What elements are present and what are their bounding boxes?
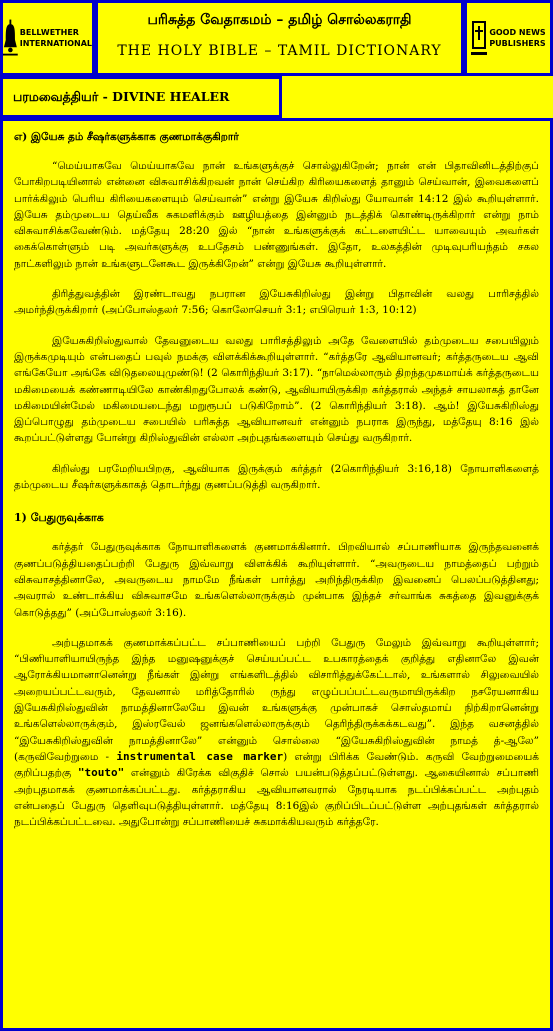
publisher-left-line2: INTERNATIONAL (19, 39, 92, 48)
paragraph: கிறிஸ்து பரமேறியபிறகு, ஆவியாக இருக்கும் கர்த்தர் (2கொரிந்தியர் 3:16,18) நோயாளிகளைத் தம்முடைய சீஷர்களுக்காகத் தொடர்ந்து குணப்படுத்தி வருகிறார். (14, 462, 539, 492)
publisher-right-line2: PUBLISHERS (489, 39, 546, 48)
paragraph: திரித்துவத்தின் இரண்டாவது நபரான இயேசுகிறிஸ்து இன்று பிதாவின் வலது பாரிசத்தில் அமர்ந்திருக்கிறார் (அப்போஸ்தலர் 7:56; கொலோசெயர் 3:1; எபிரெயர் 1:3, 10:12) (14, 288, 539, 317)
paragraph: “மெய்யாகவே மெய்யாகவே நான் உங்களுக்குச் சொல்லுகிறேன்; நான் என் பிதாவினிடத்திற்குப் போகிறபடியினால் என்னை விசுவாசிக்கிறவன் நான் செய்கிற கிரியைகளைத் தானும் செய்வான், இவைகளைப் பார்க்கிலும் பெரிய கிரியைகளையும் செய்வான்” என்று இயேசு கிறிஸ்து யோவான் 14:12 இல் கூறியுள்ளார். இயேசு தம்முடைய தெய்வீக சுகமளிக்கும் ஊழியத்தை இன்னும் நடத்திக் கொண்டிருக்கிறார் என்று நாம் விசுவாசிக்கவேண்டும். மத்தேயு 28:20 இல் “நான் உங்களுக்குக் கட்டளையிட்ட யாவையும் அவர்கள் கைக்கொள்ளும் படி அவர்களுக்கு உபதேசம் பண்ணுங்கள். இதோ, உலகத்தின் முடிவுபரியந்தம் சகல நாட்களிலும் நான் உங்களுடனேகூட இருக்கிறேன்” என்று இயேசு கூறியுள்ளார். (14, 160, 539, 270)
bellwether-bell-icon (3, 18, 18, 58)
publisher-right-line1: GOOD NEWS (489, 28, 546, 37)
publisher-name-right (489, 27, 545, 49)
topic-label: பரமவைத்தியர் - DIVINE HEALER (13, 89, 230, 104)
title-english: THE HOLY BIBLE – TAMIL DICTIONARY (117, 43, 442, 59)
paragraph-text: என்னும் கிரேக்க விகுதிச் சொல் பயன்படுத்தப்பட்டுள்ளது. ஆகையினால் சப்பாணி அற்புதமாகக் குணமாக்கப்பட்டது. கர்த்தராகிய ஆவியானவரால் நேரடியாக நடப்பிக்கப்பட்ட அற்புதம் என்பதைப் பேதுரு தெளிவுபடுத்தியுள்ளார். மத்தேயு 8:16இல் குறிப்பிடப்பட்டுள்ள அற்புதங்கள் கர்த்தரால் நடப்பிக்கப்பட்டவை. அதுபோன்று சப்பாணியைச் சுகமாக்கியவரும் கர்த்தரே. (14, 767, 539, 829)
good-news-book-icon (471, 18, 487, 58)
paragraph-text: ) என்று பிரிக்க வேண்டும். கருவி வேற்றுமையைக் குறிப்பதற்கு (14, 750, 539, 780)
publisher-name-left (20, 27, 92, 49)
topic-box (0, 76, 282, 118)
emphasis-term: instrumental case marker (116, 749, 284, 763)
title-tamil: பரிசுத்த வேதாகமம் – தமிழ் சொல்லகராதி (147, 12, 412, 28)
paragraph (14, 635, 539, 831)
paragraph: கர்த்தர் பேதுருவுக்காக நோயாளிகளைக் குணமாக்கினார். பிறவியால் சப்பாணியாக இருந்தவனைக் குணப்படுத்தியதைப்பற்றி பேதுரு இவ்வாறு விளக்கிக் கூறியுள்ளார். “அவருடைய நாமத்தைப் பற்றும் விசுவாசத்தினாலே, அவருடைய நாமமே நீங்கள் பார்த்து அறிந்திருக்கிற இவனைப் பெலப்படுத்தினது; அவரால் உண்டாக்கிய விசுவாசமே உங்களெல்லாருக்கும் முன்பாக இந்தச் சர்வாங்க சுகத்தை இவனுக்குக் கொடுத்தது” (அப்போஸ்தலர் 3:16). (14, 541, 539, 619)
greek-term: "touto" (77, 766, 125, 780)
article-body (0, 118, 553, 1031)
publisher-logo-right (464, 0, 553, 76)
section-heading: 1) பேதுருவுக்காக (14, 511, 104, 525)
publisher-logo-left (0, 0, 95, 76)
publisher-left-line1: BELLWETHER (19, 28, 79, 37)
dictionary-title-box (95, 0, 464, 76)
paragraph: இயேசுகிறிஸ்துவால் தேவனுடைய வலது பாரிசத்திலும் அதே வேளையில் தம்முடைய சபையிலும் இருக்கமுடியும் என்பதைப் பவுல் நமக்கு விளக்கிக்கூறியுள்ளார். “கர்த்தரே ஆவியானவர்; கர்த்தருடைய ஆவி எங்கேயோ அங்கே விடுதலையுமுண்டு! (2 கொரிந்தியர் 3:17). “நாமெல்லாரும் திறந்தமுகமாய்க் கர்த்தருடைய மகிமையைக் கண்ணாடியிலே காண்கிறதுபோலக் கண்டு, ஆவியாயிருக்கிற கர்த்தரால் அந்தச் சாயலாகத் தானே மகிமையின்மேல் மகிமையடைந்து மறுரூபப் படுகிறோம்”. (2 கொரிந்தியர் 3:18). ஆம்! இயேசுகிறிஸ்து இப்பொழுது தம்முடைய சபையில் பரிசுத்த ஆவியானவர் என்னும் நபராக இருந்து, மத்தேயு 8:16 இல் கூறப்பட்டுள்ளது போன்று கிறிஸ்துவின் எல்லா அற்புதங்களையும் செய்து வருகிறார். (14, 334, 539, 445)
subheading: எ) இயேசு தம் சீஷர்களுக்காக குணமாக்குகிறார் (14, 131, 239, 143)
paragraph-text: அற்புதமாகக் குணமாக்கப்பட்ட சப்பாணியைப் பற்றி பேதுரு மேலும் இவ்வாறு கூறியுள்ளார்; “பிணியாளியாயிருந்த இந்த மனுஷனுக்குச் செய்யப்பட்ட உபகாரத்தைக் குறித்து எதினாலே இவன் ஆரோக்கியமானானென்று நீங்கள் இன்று எங்களிடத்தில் விசாரித்துக்கேட்டால், உங்களால் சிலுவையில் அறையப்பட்டவரும், தேவனால் மரித்தோரில் ருந்து எழுப்பப்பட்டவருமாயிருக்கிற நசரேயனாகிய இயேசுகிறிஸ்துவின் நாமத்தினாலேயே இவன் உங்களுக்கு முன்பாகச் சொஸ்தமாய் நிற்கிறானென்று உங்களெல்லாருக்கும், இஸ்ரவேல் ஜனங்களெல்லாருக்கும் தெரிந்திருக்கக்கடவது”. இந்த வசனத்தில் “இயேசுகிறிஸ்துவின் நாமத்தினாலே” என்னும் சொல்லை “இயேசுகிறிஸ்துவின் நாமத் த்-ஆலே” (கருவிவேற்றுமை - (14, 636, 539, 763)
